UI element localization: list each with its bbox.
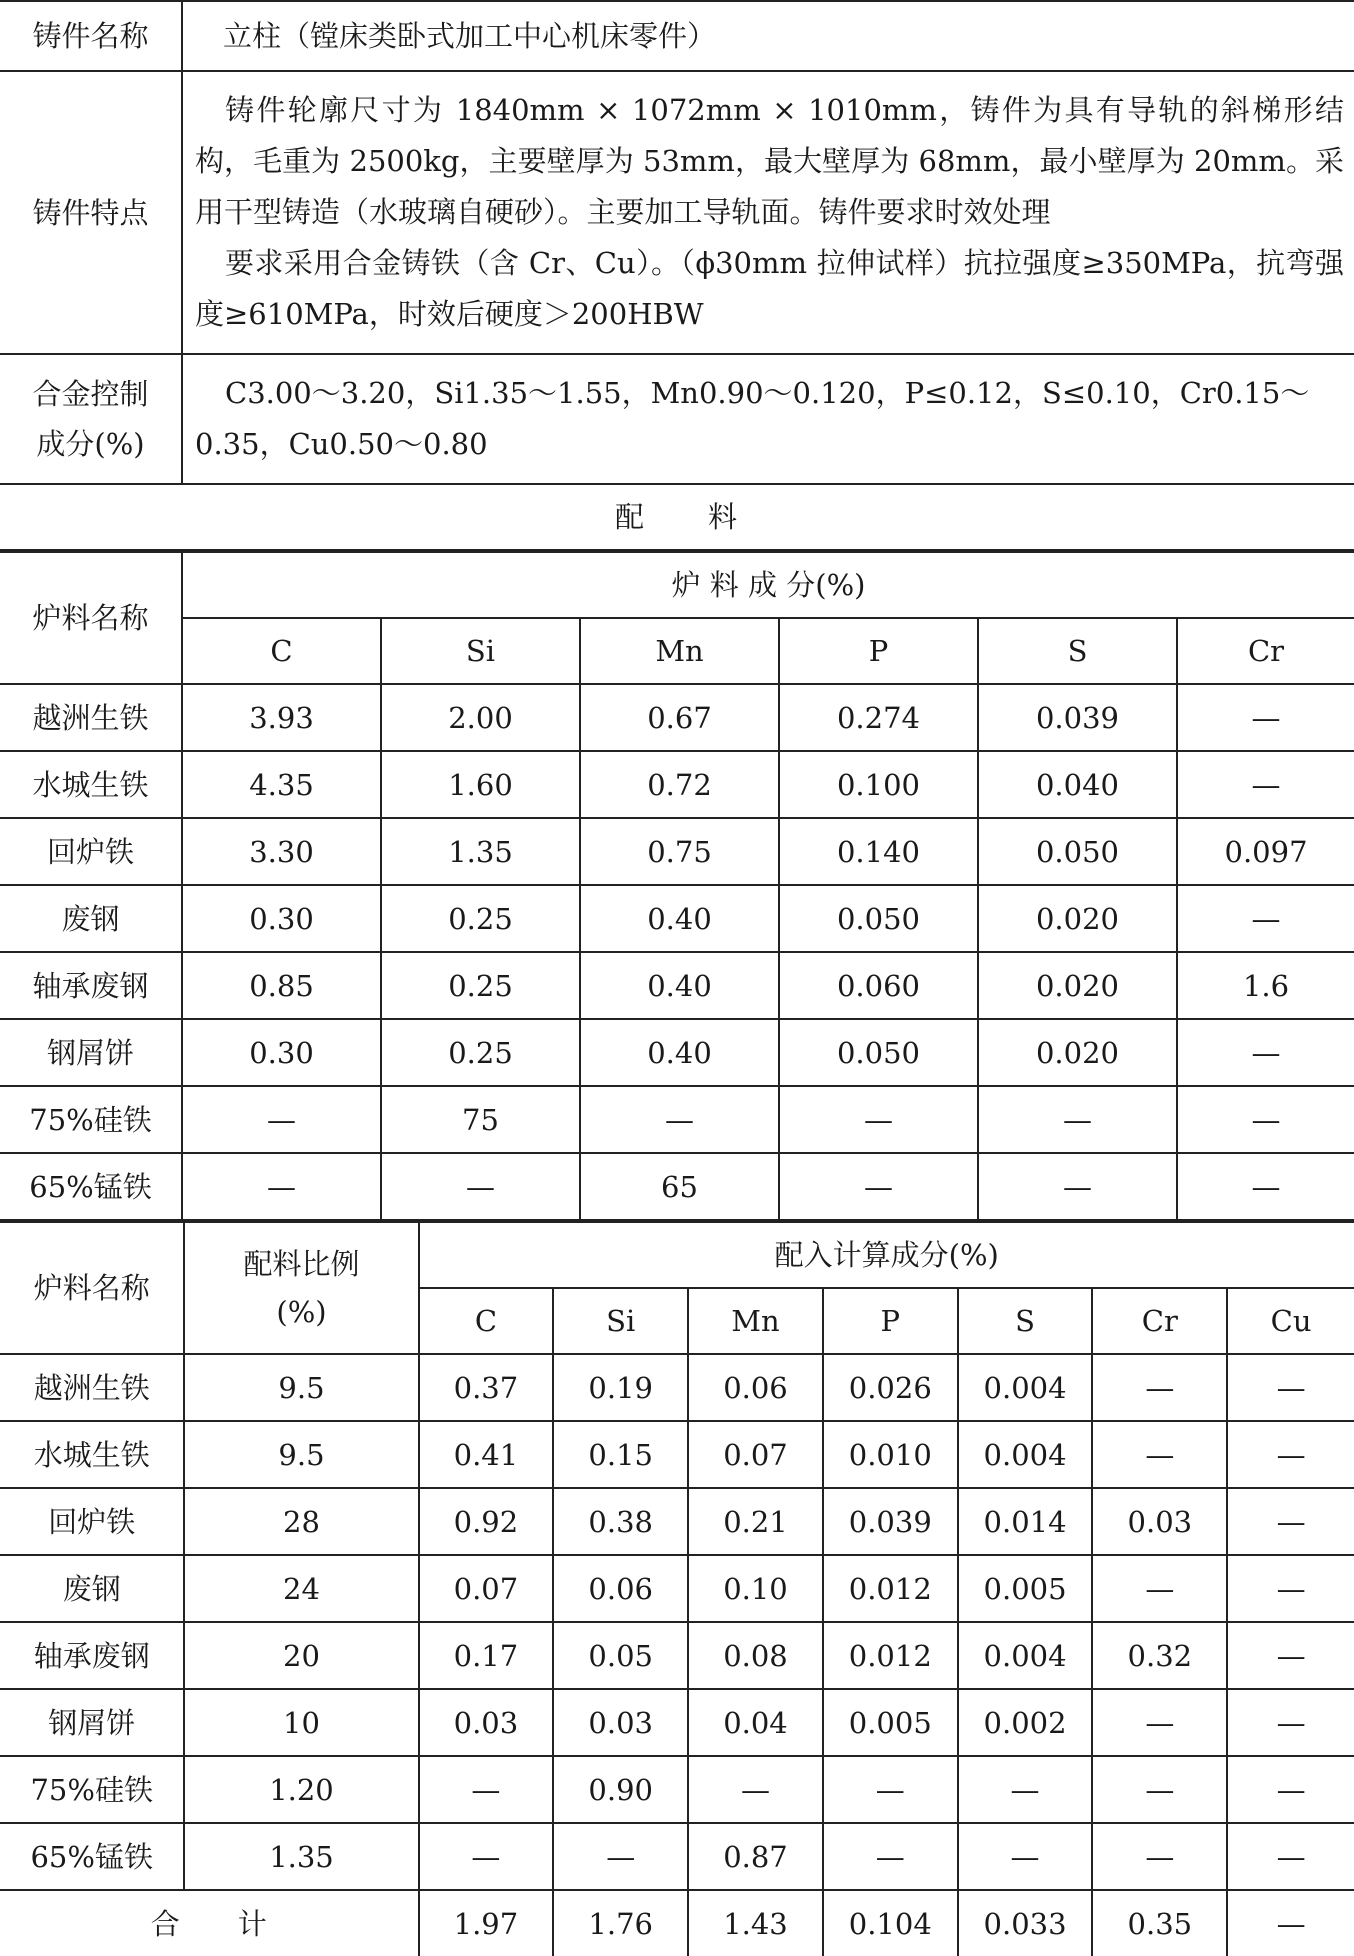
casting-name-value: 立柱（镗床类卧式加工中心机床零件） <box>182 1 1354 71</box>
calc-value-mn: 0.10 <box>688 1555 823 1622</box>
charge-row <box>0 885 1354 952</box>
charge-value-p: 0.050 <box>779 1019 978 1086</box>
calc-col-header-mn: Mn <box>688 1288 823 1354</box>
calc-value-si: 0.90 <box>553 1756 688 1823</box>
calc-value-s: 0.004 <box>958 1354 1093 1421</box>
calc-value-c: — <box>419 1756 554 1823</box>
charge-value-si: 0.25 <box>381 952 580 1019</box>
charge-value-p: 0.274 <box>779 684 978 751</box>
charge-row <box>0 1086 1354 1153</box>
total-value-cr: 0.35 <box>1092 1890 1227 1956</box>
calc-value-si: 0.03 <box>553 1689 688 1756</box>
charge-material-name: 轴承废钢 <box>0 952 182 1019</box>
charge-value-c: — <box>182 1086 381 1153</box>
calc-col-header-p: P <box>823 1288 958 1354</box>
calc-value-p: 0.026 <box>823 1354 958 1421</box>
charge-value-cr: — <box>1177 751 1354 818</box>
calc-value-cu: — <box>1227 1488 1354 1555</box>
casting-name-row <box>0 1 1354 71</box>
alloy-label-line-1: 合金控制 <box>32 377 149 411</box>
calc-value-mn: 0.04 <box>688 1689 823 1756</box>
calc-total-row <box>0 1890 1354 1956</box>
charge-value-c: 3.93 <box>182 684 381 751</box>
calc-value-s: 0.014 <box>958 1488 1093 1555</box>
calc-value-c: 0.92 <box>419 1488 554 1555</box>
calc-value-si: 0.15 <box>553 1421 688 1488</box>
ratio-header-line-2: (%) <box>276 1295 327 1329</box>
charge-col-header-p: P <box>779 618 978 684</box>
charge-value-s: 0.039 <box>978 684 1177 751</box>
calc-ratio-value: 24 <box>184 1555 418 1622</box>
charge-value-si: 2.00 <box>381 684 580 751</box>
features-paragraph-2: 要求采用合金铸铁（含 Cr、Cu）。（ϕ30mm 拉伸试样）抗拉强度≥350MPa，抗弯强度≥610MPa，时效后硬度＞200HBW <box>195 246 1344 331</box>
charge-value-s: 0.050 <box>978 818 1177 885</box>
charge-value-mn: 65 <box>580 1153 779 1220</box>
charge-value-s: — <box>978 1086 1177 1153</box>
calc-value-s: 0.004 <box>958 1421 1093 1488</box>
calc-value-cu: — <box>1227 1689 1354 1756</box>
section-title: 配 料 <box>0 485 1354 550</box>
charge-group-header: 炉 料 成 分(%) <box>182 552 1354 618</box>
charge-col-header-si: Si <box>381 618 580 684</box>
calc-value-cu: — <box>1227 1354 1354 1421</box>
calc-value-mn: 0.21 <box>688 1488 823 1555</box>
charge-row <box>0 751 1354 818</box>
charge-row <box>0 1019 1354 1086</box>
calc-row <box>0 1555 1354 1622</box>
calc-value-cu: — <box>1227 1756 1354 1823</box>
alloy-label-line-2: 成分(%) <box>36 427 145 461</box>
alloy-control-row <box>0 354 1354 484</box>
calc-row <box>0 1421 1354 1488</box>
charge-value-c: — <box>182 1153 381 1220</box>
calc-value-s: — <box>958 1756 1093 1823</box>
charge-value-p: 0.060 <box>779 952 978 1019</box>
casting-features-row <box>0 71 1354 354</box>
charge-header-row-1 <box>0 552 1354 618</box>
total-label: 合 计 <box>0 1890 419 1956</box>
charge-row <box>0 818 1354 885</box>
charge-value-c: 4.35 <box>182 751 381 818</box>
charge-value-cr: — <box>1177 1153 1354 1220</box>
charge-value-si: 1.35 <box>381 818 580 885</box>
charge-material-name: 越洲生铁 <box>0 684 182 751</box>
calc-value-p: — <box>823 1823 958 1890</box>
calc-value-p: — <box>823 1756 958 1823</box>
charge-col-header-c: C <box>182 618 381 684</box>
calc-col-header-si: Si <box>553 1288 688 1354</box>
calc-col-header-cr: Cr <box>1092 1288 1227 1354</box>
charge-value-si: 0.25 <box>381 885 580 952</box>
charge-value-si: — <box>381 1153 580 1220</box>
calc-material-name: 轴承废钢 <box>0 1622 184 1689</box>
calc-ratio-value: 9.5 <box>184 1421 418 1488</box>
calc-material-name: 回炉铁 <box>0 1488 184 1555</box>
calc-value-cu: — <box>1227 1622 1354 1689</box>
calc-name-header: 炉料名称 <box>0 1222 184 1354</box>
calc-value-mn: 0.87 <box>688 1823 823 1890</box>
calc-ratio-value: 1.35 <box>184 1823 418 1890</box>
total-value-cu: — <box>1227 1890 1354 1956</box>
calc-material-name: 越洲生铁 <box>0 1354 184 1421</box>
calc-value-cr: — <box>1092 1756 1227 1823</box>
alloy-value-text: C3.00～3.20，Si1.35～1.55，Mn0.90～0.120，P≤0.12，S≤0.10，Cr0.15～0.35，Cu0.50～0.80 <box>195 376 1310 461</box>
calc-value-s: 0.002 <box>958 1689 1093 1756</box>
calc-material-name: 水城生铁 <box>0 1421 184 1488</box>
charge-value-p: 0.050 <box>779 885 978 952</box>
charge-value-si: 75 <box>381 1086 580 1153</box>
calc-value-cr: — <box>1092 1421 1227 1488</box>
charge-material-name: 65%锰铁 <box>0 1153 182 1220</box>
calc-value-cr: — <box>1092 1689 1227 1756</box>
charge-material-name: 水城生铁 <box>0 751 182 818</box>
calc-body <box>0 1354 1354 1890</box>
calc-row <box>0 1689 1354 1756</box>
charge-value-cr: — <box>1177 1086 1354 1153</box>
alloy-control-label <box>0 354 182 484</box>
calc-material-name: 废钢 <box>0 1555 184 1622</box>
total-value-mn: 1.43 <box>688 1890 823 1956</box>
calc-value-mn: 0.06 <box>688 1354 823 1421</box>
calc-value-cu: — <box>1227 1555 1354 1622</box>
calc-ratio-header <box>184 1222 418 1354</box>
calc-value-p: 0.010 <box>823 1421 958 1488</box>
charge-value-cr: 0.097 <box>1177 818 1354 885</box>
calc-value-mn: 0.08 <box>688 1622 823 1689</box>
calc-composition-table <box>0 1221 1354 1956</box>
total-value-c: 1.97 <box>419 1890 554 1956</box>
alloy-control-value <box>182 354 1354 484</box>
calc-value-c: 0.41 <box>419 1421 554 1488</box>
calc-row <box>0 1823 1354 1890</box>
charge-composition-table <box>0 551 1354 1221</box>
calc-col-header-c: C <box>419 1288 554 1354</box>
charge-row <box>0 952 1354 1019</box>
casting-features-label: 铸件特点 <box>0 71 182 354</box>
charge-value-mn: 0.40 <box>580 1019 779 1086</box>
charge-body <box>0 684 1354 1220</box>
total-value-p: 0.104 <box>823 1890 958 1956</box>
calc-value-cr: — <box>1092 1354 1227 1421</box>
calc-value-si: 0.06 <box>553 1555 688 1622</box>
charge-value-c: 0.30 <box>182 1019 381 1086</box>
charge-value-s: 0.020 <box>978 1019 1177 1086</box>
calc-material-name: 钢屑饼 <box>0 1689 184 1756</box>
total-value-s: 0.033 <box>958 1890 1093 1956</box>
charge-value-s: 0.040 <box>978 751 1177 818</box>
calc-material-name: 75%硅铁 <box>0 1756 184 1823</box>
calc-row <box>0 1622 1354 1689</box>
calc-value-si: 0.05 <box>553 1622 688 1689</box>
calc-value-c: 0.07 <box>419 1555 554 1622</box>
calc-value-cr: 0.03 <box>1092 1488 1227 1555</box>
charge-col-header-cr: Cr <box>1177 618 1354 684</box>
calc-col-header-s: S <box>958 1288 1093 1354</box>
charge-value-cr: — <box>1177 1019 1354 1086</box>
calc-value-cr: 0.32 <box>1092 1622 1227 1689</box>
calc-value-cr: — <box>1092 1555 1227 1622</box>
calc-col-header-cu: Cu <box>1227 1288 1354 1354</box>
charge-value-si: 1.60 <box>381 751 580 818</box>
charge-value-cr: 1.6 <box>1177 952 1354 1019</box>
calc-value-mn: — <box>688 1756 823 1823</box>
charge-value-mn: 0.67 <box>580 684 779 751</box>
calc-ratio-value: 1.20 <box>184 1756 418 1823</box>
calc-value-cu: — <box>1227 1421 1354 1488</box>
charge-value-mn: 0.72 <box>580 751 779 818</box>
charge-value-mn: 0.40 <box>580 952 779 1019</box>
charge-name-header: 炉料名称 <box>0 552 182 684</box>
calc-group-header: 配入计算成分(%) <box>419 1222 1354 1288</box>
charge-value-p: — <box>779 1086 978 1153</box>
features-paragraph-1: 铸件轮廓尺寸为 1840mm × 1072mm × 1010mm，铸件为具有导轨的斜梯形结构，毛重为 2500kg，主要壁厚为 53mm，最大壁厚为 68mm，最小壁厚为 20mm。采用干型铸造（水玻璃自硬砂）。主要加工导轨面。铸件要求时效处理 <box>195 93 1344 229</box>
calc-value-s: 0.004 <box>958 1622 1093 1689</box>
charge-material-name: 75%硅铁 <box>0 1086 182 1153</box>
calc-value-s: — <box>958 1823 1093 1890</box>
calc-ratio-value: 28 <box>184 1488 418 1555</box>
charge-col-header-s: S <box>978 618 1177 684</box>
charge-value-cr: — <box>1177 885 1354 952</box>
calc-header-row-1 <box>0 1222 1354 1288</box>
charge-value-mn: 0.40 <box>580 885 779 952</box>
calc-value-c: 0.17 <box>419 1622 554 1689</box>
calc-value-si: 0.38 <box>553 1488 688 1555</box>
charge-value-s: — <box>978 1153 1177 1220</box>
charge-value-si: 0.25 <box>381 1019 580 1086</box>
charge-row <box>0 684 1354 751</box>
charge-header-row-2 <box>0 618 1354 684</box>
calc-value-s: 0.005 <box>958 1555 1093 1622</box>
calc-value-mn: 0.07 <box>688 1421 823 1488</box>
calc-value-si: — <box>553 1823 688 1890</box>
charge-value-mn: — <box>580 1086 779 1153</box>
calc-value-p: 0.012 <box>823 1555 958 1622</box>
calc-value-p: 0.039 <box>823 1488 958 1555</box>
casting-info-table <box>0 0 1354 485</box>
section-title-table <box>0 485 1354 551</box>
calc-row <box>0 1354 1354 1421</box>
charge-value-s: 0.020 <box>978 952 1177 1019</box>
charge-value-p: 0.140 <box>779 818 978 885</box>
calc-value-cu: — <box>1227 1823 1354 1890</box>
charge-value-p: 0.100 <box>779 751 978 818</box>
calc-ratio-value: 20 <box>184 1622 418 1689</box>
charge-value-mn: 0.75 <box>580 818 779 885</box>
calc-value-c: 0.37 <box>419 1354 554 1421</box>
calc-value-p: 0.005 <box>823 1689 958 1756</box>
calc-value-p: 0.012 <box>823 1622 958 1689</box>
calc-ratio-value: 9.5 <box>184 1354 418 1421</box>
charge-material-name: 废钢 <box>0 885 182 952</box>
charge-value-p: — <box>779 1153 978 1220</box>
charge-col-header-mn: Mn <box>580 618 779 684</box>
charge-value-c: 0.30 <box>182 885 381 952</box>
ratio-header-line-1: 配料比例 <box>243 1247 360 1281</box>
charge-value-cr: — <box>1177 684 1354 751</box>
calc-row <box>0 1756 1354 1823</box>
charge-row <box>0 1153 1354 1220</box>
calc-value-cr: — <box>1092 1823 1227 1890</box>
charge-value-s: 0.020 <box>978 885 1177 952</box>
section-title-row <box>0 485 1354 550</box>
casting-features-cell <box>182 71 1354 354</box>
calc-value-c: — <box>419 1823 554 1890</box>
charge-value-c: 0.85 <box>182 952 381 1019</box>
calc-row <box>0 1488 1354 1555</box>
charge-material-name: 回炉铁 <box>0 818 182 885</box>
charge-value-c: 3.30 <box>182 818 381 885</box>
charge-material-name: 钢屑饼 <box>0 1019 182 1086</box>
total-value-si: 1.76 <box>553 1890 688 1956</box>
calc-ratio-value: 10 <box>184 1689 418 1756</box>
casting-name-label: 铸件名称 <box>0 1 182 71</box>
calc-value-c: 0.03 <box>419 1689 554 1756</box>
calc-value-si: 0.19 <box>553 1354 688 1421</box>
calc-material-name: 65%锰铁 <box>0 1823 184 1890</box>
